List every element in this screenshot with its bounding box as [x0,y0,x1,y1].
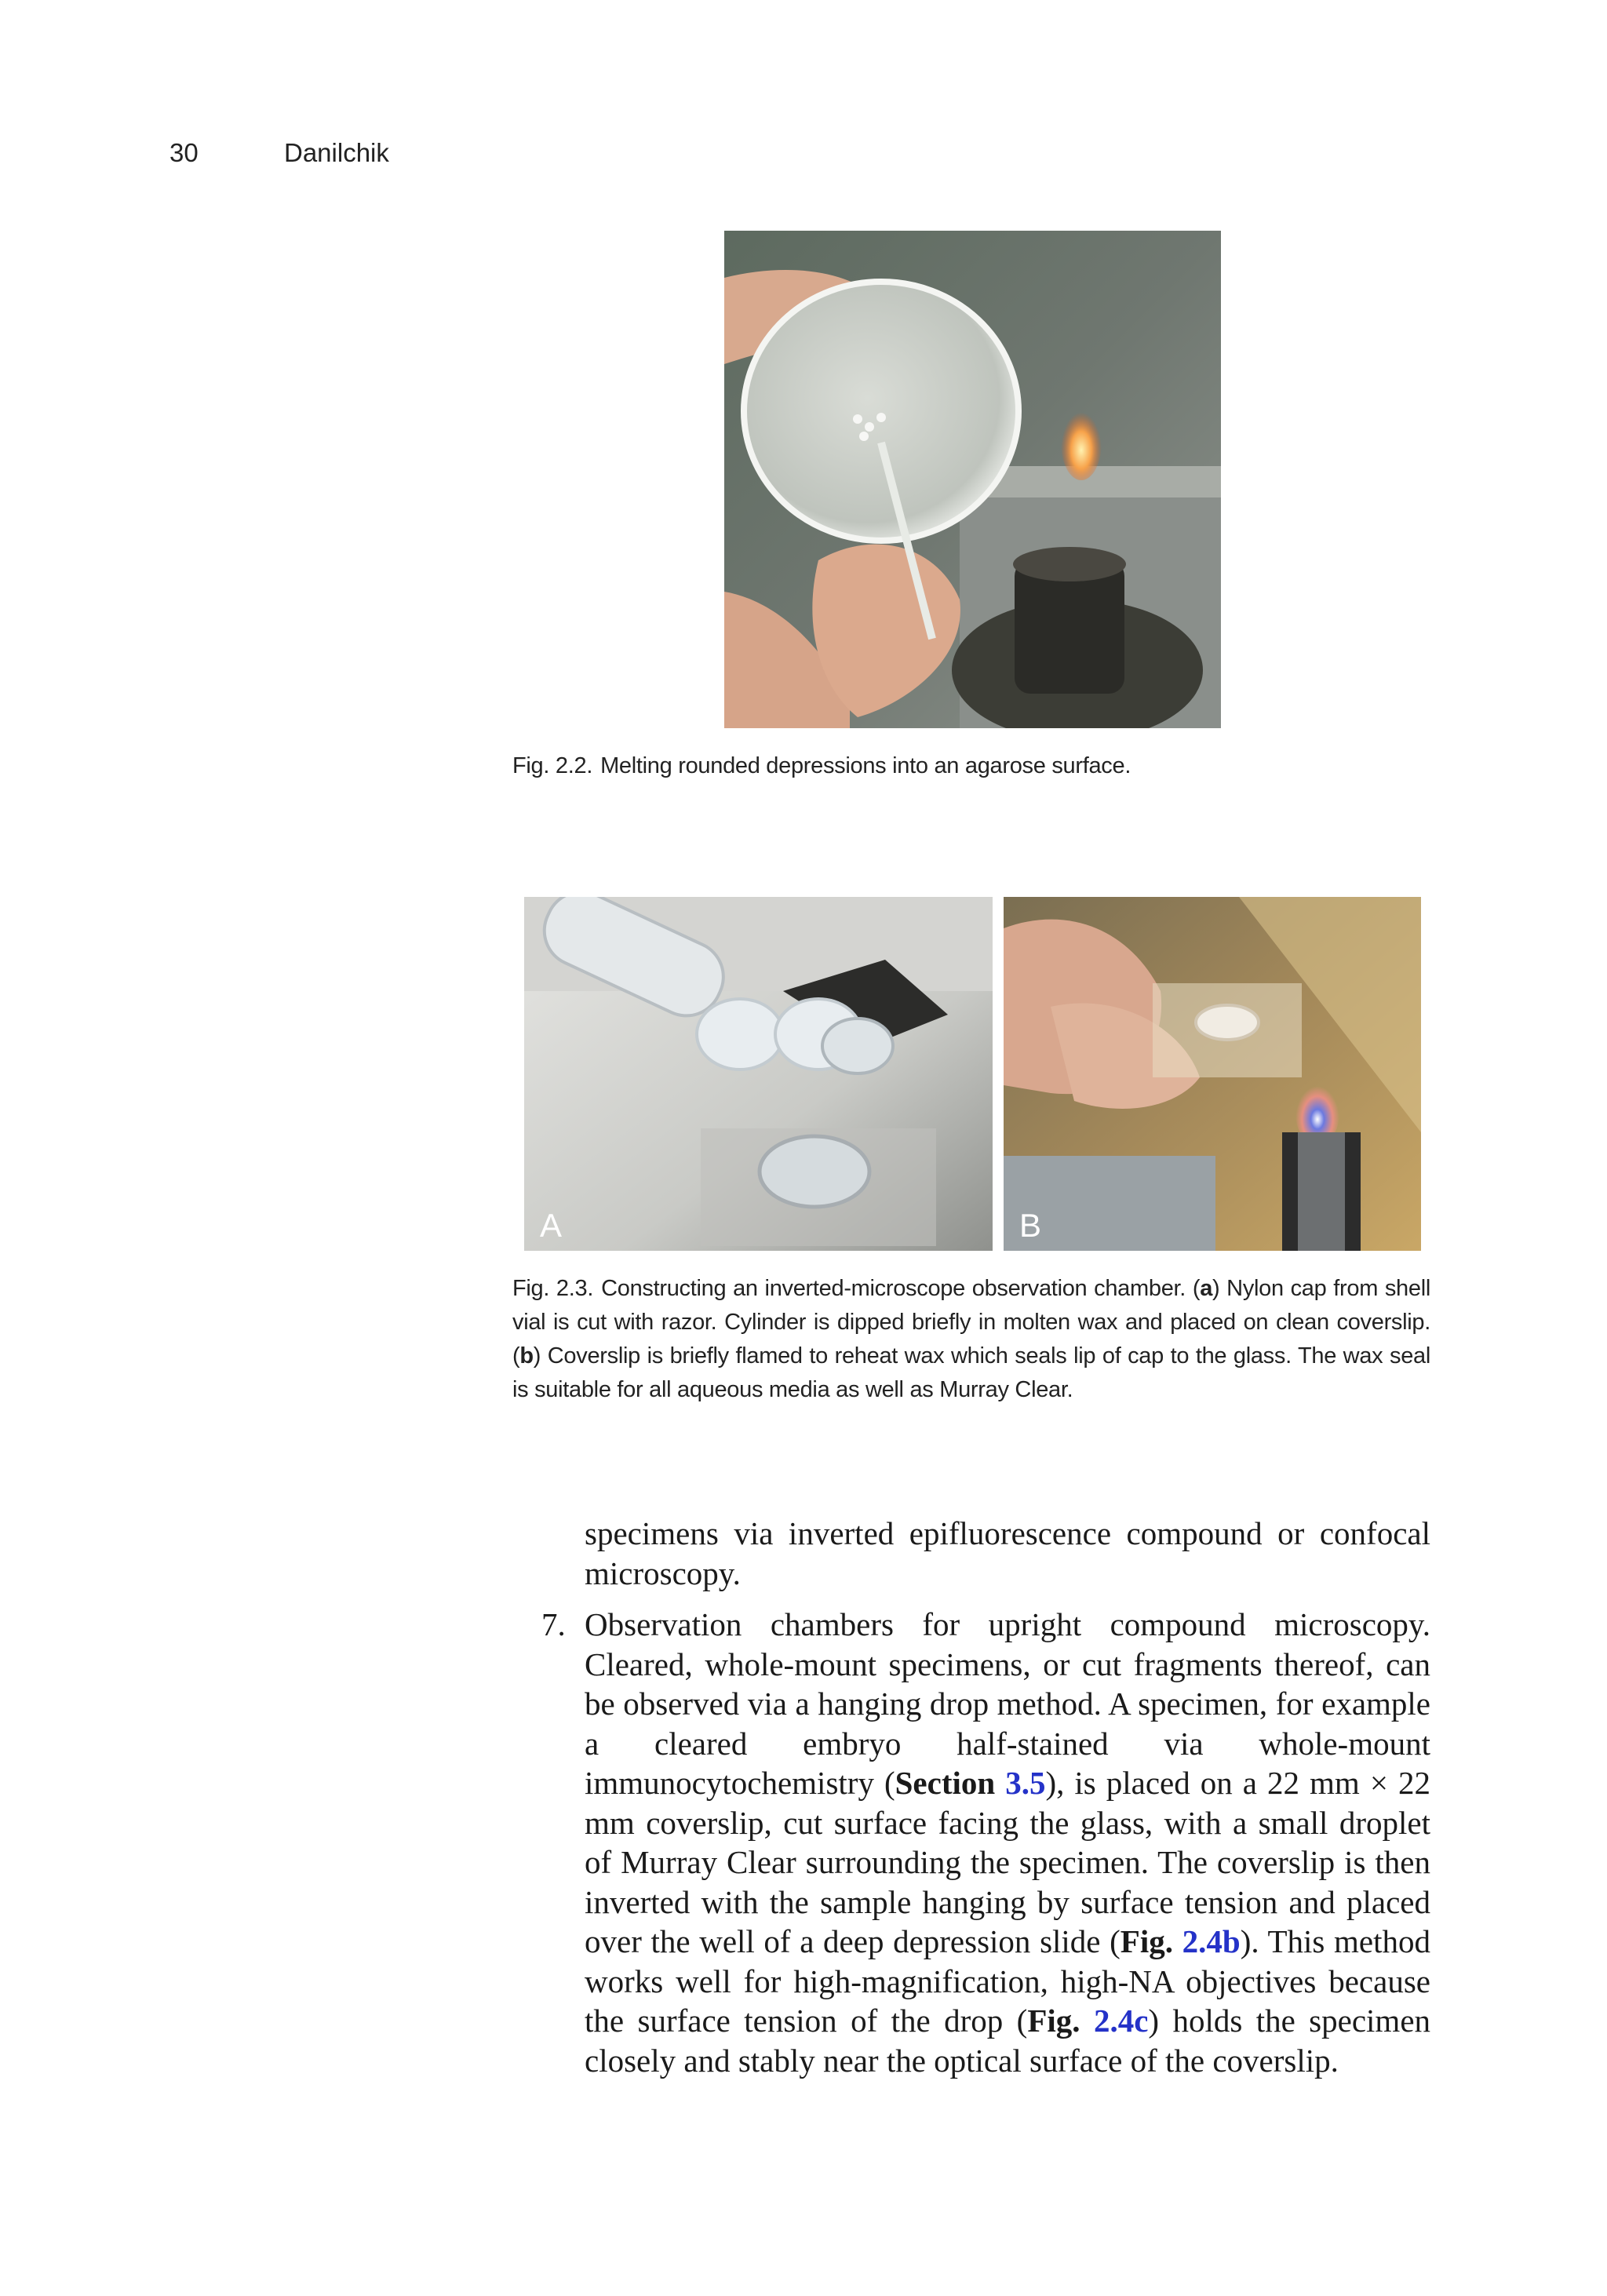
figure-2-3-label: Fig. 2.3. [512,1276,594,1301]
list-item-7 [541,1605,1431,2080]
running-head-author: Danilchik [284,138,389,167]
caption-intro: Constructing an inverted-microscope observation chamber. ( [601,1276,1201,1301]
figure-2-3-panel-a-photo [524,897,993,1251]
caption-panel-b-text: ) Coverslip is briefly flamed to reheat wax which seals lip of cap to the glass. The wax seal is suitable for all aqueous media as well as Murray Clear. [512,1343,1430,1402]
figure-2-2-caption-text: Melting rounded depressions into an agarose surface. [600,753,1131,778]
figure-2-2-label: Fig. 2.2. [512,753,593,778]
continuation-paragraph: specimens via inverted epifluorescence compound or confocal microscopy. [585,1515,1430,1591]
caption-sub-a: a [1200,1276,1213,1301]
list-marker-7: 7. [541,1606,566,1642]
fig-2-4c-link[interactable] [1027,2003,1148,2039]
ref-number: 2.4b [1182,1923,1241,1959]
caption-sub-b: b [519,1343,534,1368]
ref-number: 2.4c [1093,2003,1149,2039]
item7-text-3: ). This method works well for high-magnification, high-NA objectives because the surface tension of the drop ( [585,1923,1430,2039]
ref-number: 3.5 [1005,1765,1046,1801]
section-3-5-link[interactable] [895,1765,1046,1801]
ref-word: Section [895,1765,996,1801]
figure-2-3-panel-b-photo [1004,897,1421,1251]
running-header [0,138,1607,177]
figure-2-2-caption [512,749,1430,783]
item7-text-2: ), is placed on a 22 mm × 22 mm coverslip, cut surface facing the glass, with a small droplet of Murray Clear surrounding the specimen. The coverslip is then inverted with the sample hanging by surface tension and placed over the well of a deep depression slide ( [585,1765,1431,1959]
page-number: 30 [169,138,199,167]
item7-text-1: Observation chambers for upright compound microscopy. Cleared, whole-mount specimens, or cut fragments thereof, can be observed via a hanging drop method. A specimen, for example a cleared embryo half-stained via whole-mount immunocytochemistry ( [585,1606,1430,1801]
figure-2-2-photo [724,231,1221,728]
figure-2-3-caption [512,1272,1430,1407]
ref-word: Fig. [1027,2003,1080,2039]
caption-panel-a-text: ) Nylon cap from shell vial is cut with razor. Cylinder is dipped briefly in molten wax and placed on clean coverslip. ( [512,1276,1430,1368]
fig-2-4b-link[interactable] [1121,1923,1241,1959]
ref-word: Fig. [1120,1923,1173,1959]
panel-a-label: A [540,1207,563,1244]
item7-text-4: ) holds the specimen closely and stably near the optical surface of the coverslip. [585,2003,1431,2079]
panel-b-label: B [1019,1207,1042,1244]
